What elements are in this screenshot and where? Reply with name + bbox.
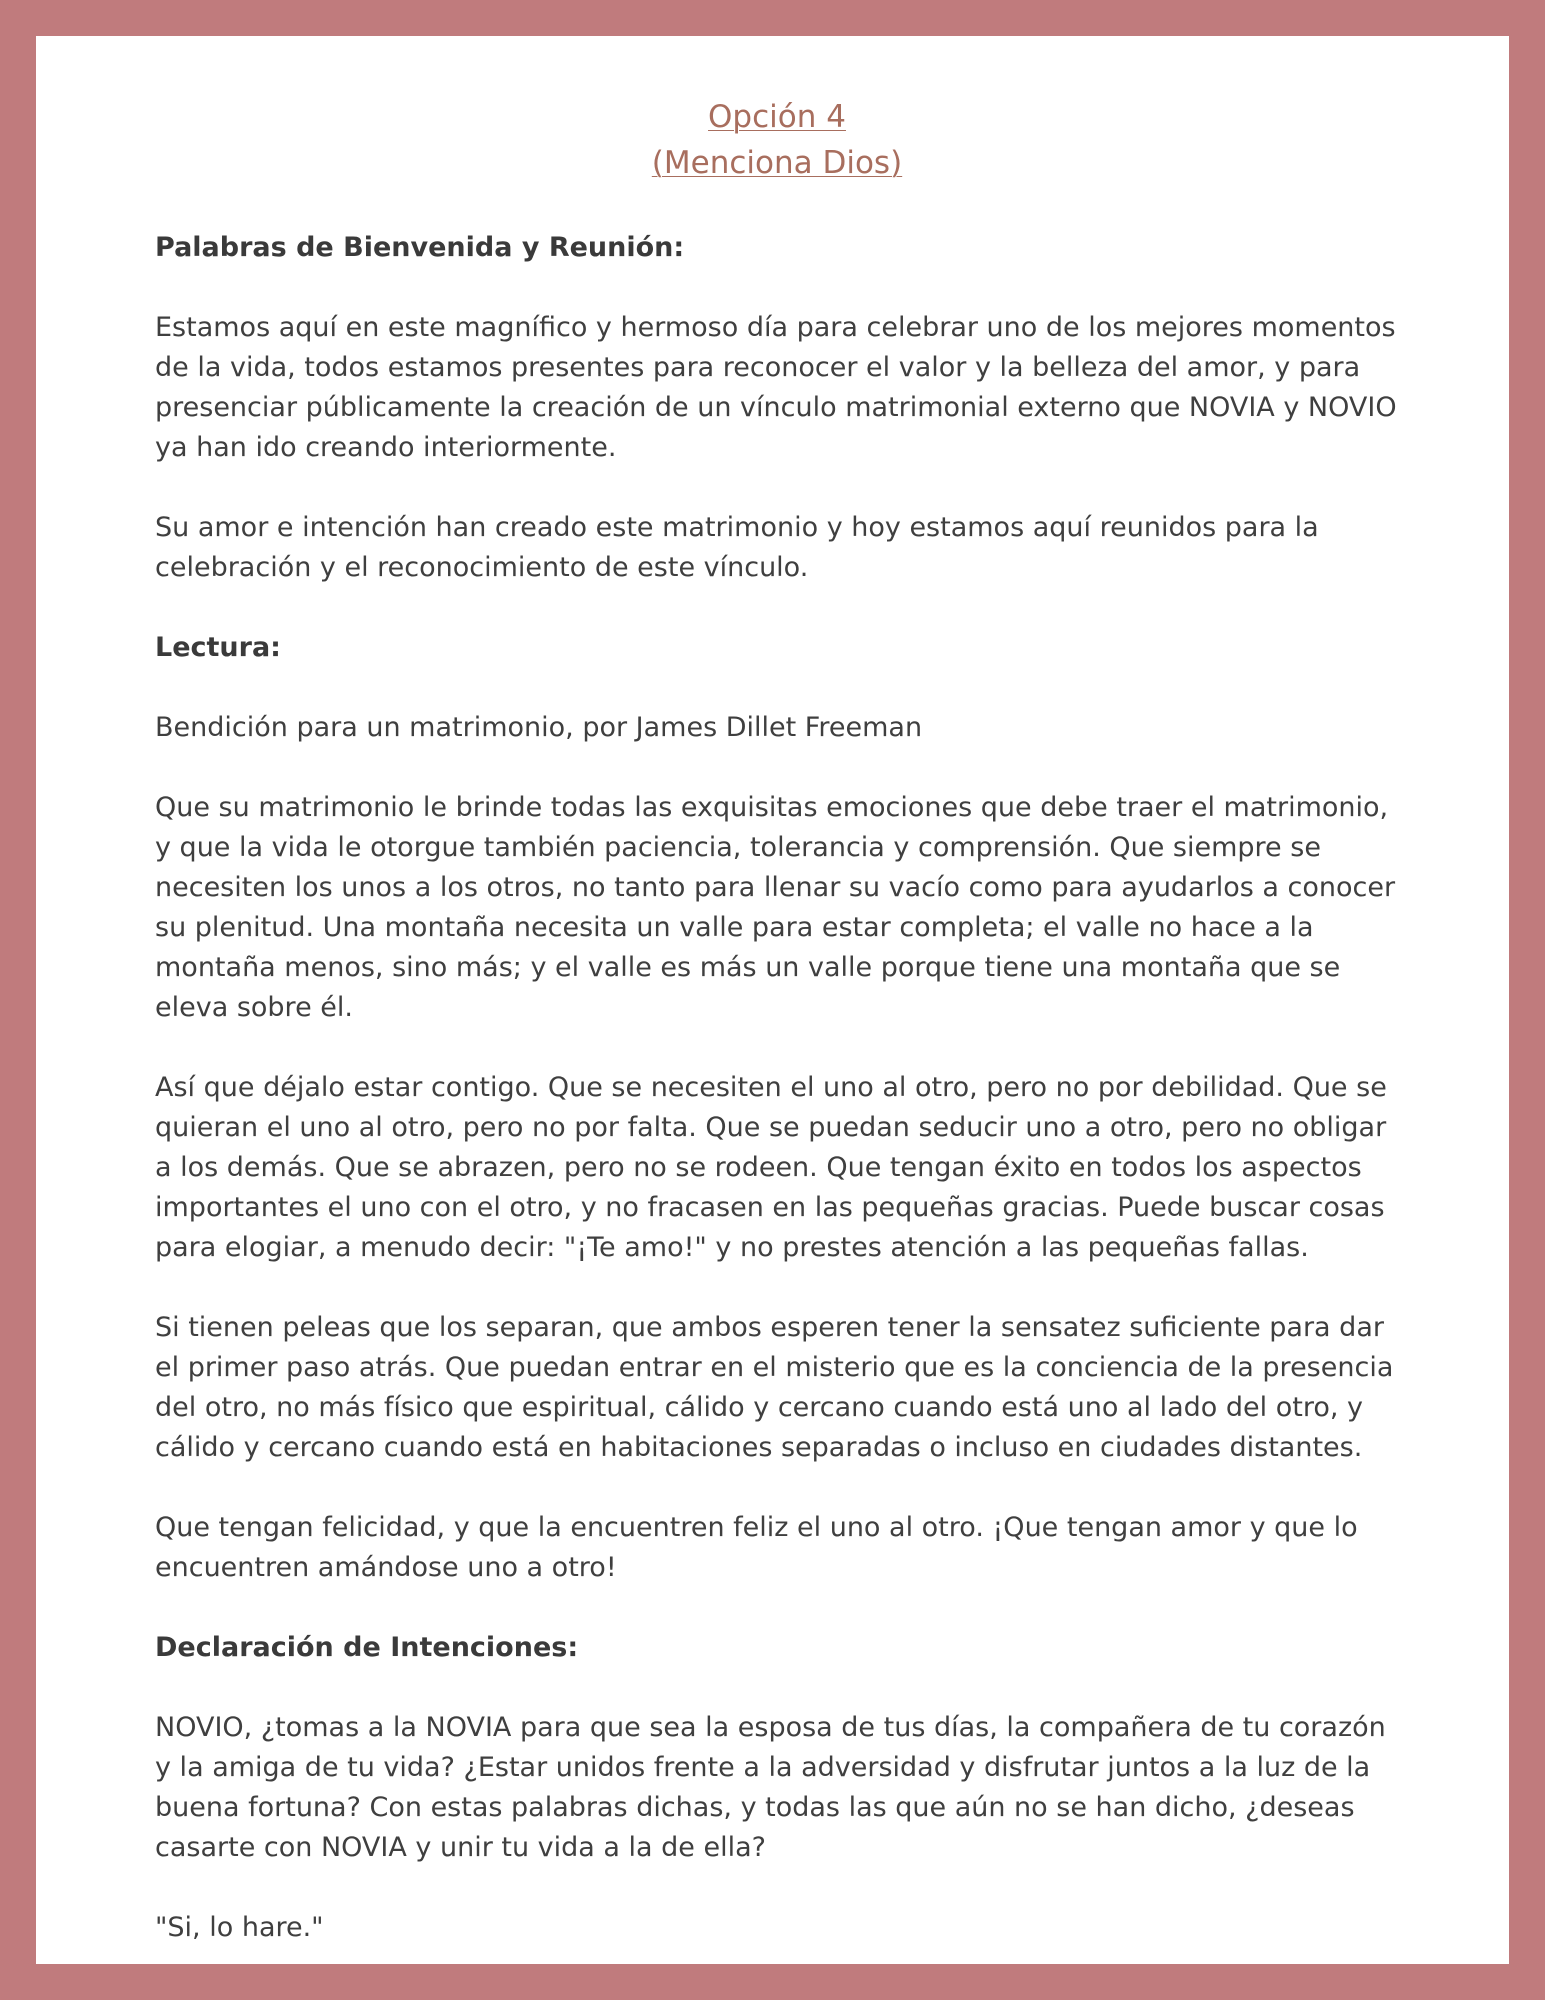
reading-paragraph-3: Si tienen peleas que los separan, que ambos esperen tener la sensatez suficiente para dar el primer paso atrás. Que puedan entrar en el misterio que es la conciencia de la presencia del otro, no más físico que espiritual, cálido y cercano cuando está uno al lado del otro, y cálido y cercano cuando está en habitaciones separadas o incluso en ciudades distantes. — [155, 1312, 1394, 1463]
option-title: Opción 4 — [708, 99, 846, 135]
intent-answer: "Si, lo hare." — [155, 1912, 324, 1943]
welcome-paragraph-1: Estamos aquí en este magnífico y hermoso día para celebrar uno de los mejores momentos de la vida, todos estamos presentes para reconocer el valor y la belleza del amor, y para presenciar públicamente la creación de un vínculo matrimonial externo que NOVIA y NOVIO ya han ido creando interiormente. — [155, 312, 1397, 463]
document-page — [36, 36, 1509, 1964]
intent-heading: Declaración de Intenciones: — [155, 1632, 579, 1663]
reading-title: Bendición para un matrimonio, por James Dillet Freeman — [155, 712, 923, 743]
welcome-paragraph-2: Su amor e intención han creado este matrimonio y hoy estamos aquí reunidos para la celebración y el reconocimiento de este vínculo. — [155, 512, 1319, 583]
reading-heading: Lectura: — [155, 632, 281, 663]
reading-paragraph-1: Que su matrimonio le brinde todas las exquisitas emociones que debe traer el matrimonio, y que la vida le otorgue también paciencia, tolerancia y comprensión. Que siempre se necesiten los unos a los otros, no tanto para llenar su vacío como para ayudarlos a conocer su plenitud. Una montaña necesita un valle para estar completa; el valle no hace a la montaña menos, sino más; y el valle es más un valle porque tiene una montaña que se eleva sobre él. — [155, 792, 1396, 1023]
intent-paragraph: NOVIO, ¿tomas a la NOVIA para que sea la esposa de tus días, la compañera de tu corazón y la amiga de tu vida? ¿Estar unidos frente a la adversidad y disfrutar juntos a la luz de la buena fortuna? Con estas palabras dichas, y todas las que aún no se han dicho, ¿deseas casarte con NOVIA y unir tu vida a la de ella? — [155, 1712, 1386, 1863]
title-block — [155, 94, 1399, 186]
reading-paragraph-2: Así que déjalo estar contigo. Que se necesiten el uno al otro, pero no por debilidad. Que se quieran el uno al otro, pero no por falta. Que se puedan seducir uno a otro, pero no obligar a los demás. Que se abrazen, pero no se rodeen. Que tengan éxito en todos los aspectos importantes el uno con el otro, y no fracasen en las pequeñas gracias. Puede buscar cosas para elogiar, a menudo decir: "¡Te amo!" y no prestes atención a las pequeñas fallas. — [155, 1072, 1387, 1263]
option-subtitle: (Menciona Dios) — [651, 145, 903, 181]
reading-paragraph-4: Que tengan felicidad, y que la encuentren feliz el uno al otro. ¡Que tengan amor y que lo encuentren amándose uno a otro! — [155, 1512, 1358, 1583]
welcome-heading: Palabras de Bienvenida y Reunión: — [155, 232, 685, 263]
